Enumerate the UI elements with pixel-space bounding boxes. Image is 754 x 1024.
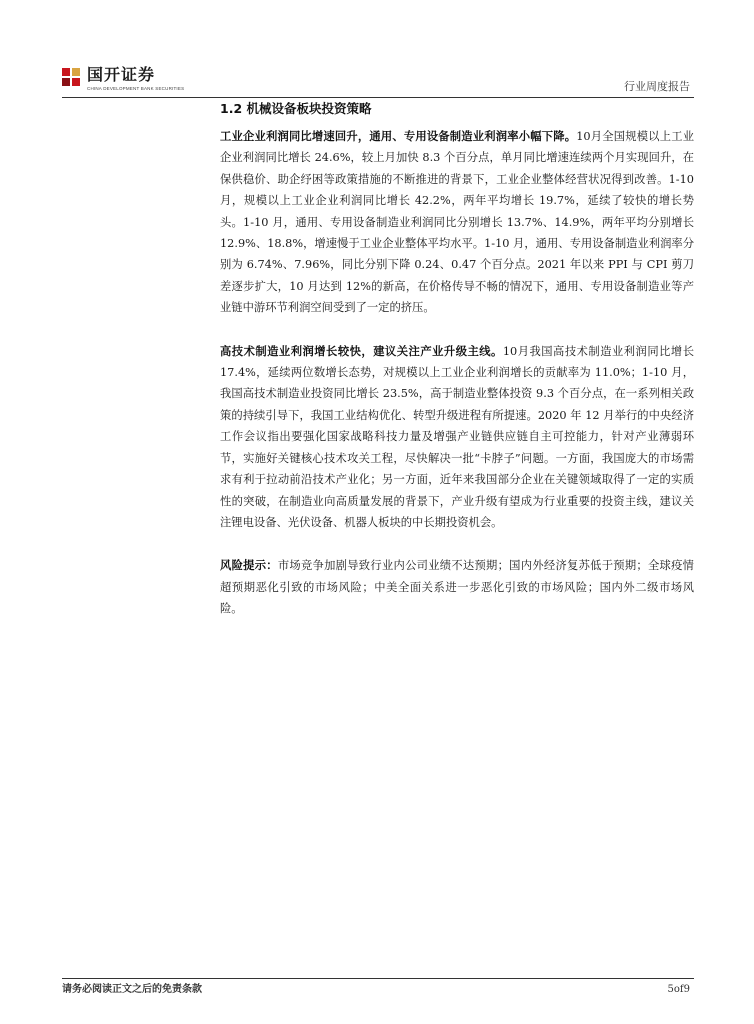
paragraph-body: 10月我国高技术制造业利润同比增长 17.4%，延续两位数增长态势，对规模以上工业企业利润增长的贡献率为 11.0%；1-10 月，我国高技术制造业投资同比增长 23.5%，高于制造业整体投资 9.3 个百分点，在一系列相关政策的持续引导下，我国工业结构优化、转型升级进程有所提速。2020 年 12 月举行的中央经济工作会议指出要强化国家战略科技力量及增强产业链供应链自主可控能力，针对产业薄弱环节，实施好关键核心技术攻关工程，尽快解决一批“卡脖子”问题。一方面，我国庞大的市场需求有利于拉动前沿技术产业化；另一方面，近年来我国部分企业在关键领域取得了一定的实质性的突破，在制造业向高质量发展的背景下，产业升级有望成为行业重要的投资主线，建议关注锂电设备、光伏设备、机器人板块的中长期投资机会。 [220,344,694,529]
paragraph-lead: 风险提示： [220,559,278,573]
paragraph-body: 市场竞争加剧导致行业内公司业绩不达预期；国内外经济复苏低于预期；全球疫情超预期恶化引致的市场风险；中美全面关系进一步恶化引致的市场风险；国内外二级市场风险。 [220,559,694,616]
page-number: 5of9 [667,984,690,995]
report-type: 行业周度报告 [624,80,690,93]
logo-name: 国开证券 [87,65,156,84]
logo-english-name: CHINA DEVELOPMENT BANK SECURITIES [87,86,185,91]
paragraph-lead: 高技术制造业利润增长较快，建议关注产业升级主线。 [220,344,503,358]
footer-disclaimer: 请务必阅读正文之后的免责条款 [62,984,202,995]
paragraph-lead: 工业企业利润同比增速回升，通用、专用设备制造业利润率小幅下降。 [220,130,577,143]
paragraph-high-tech [220,341,694,534]
paragraph-profit-growth [220,126,694,319]
logo-icon [62,68,82,88]
footer-divider [62,978,694,979]
section-title: 1.2 机械设备板块投资策略 [220,101,372,116]
paragraph-risk [220,555,694,619]
page-header [0,0,754,100]
paragraph-body: 10月全国规模以上工业企业利润同比增长 24.6%，较上月加快 8.3 个百分点，单月同比增速连续两个月实现回升，在保供稳价、助企纾困等政策措施的不断推进的背景下，工业企业整体经营状况得到改善。1-10 月，规模以上工业企业利润同比增长 42.2%，两年平均增长 19.7%，延续了较快的增长势头。1-10 月，通用、专用设备制造业利润同比分别增长 13.7%、14.9%，两年平均分别增长 12.9%、18.8%，增速慢于工业企业整体平均水平。1-10 月，通用、专用设备制造业利润率分别为 6.74%、7.96%，同比分别下降 0.24、0.47 个百分点。2021 年以来 PPI 与 CPI 剪刀差逐步扩大，10 月达到 12%的新高，在价格传导不畅的情况下，通用、专用设备制造业等产业链中游环节利润空间受到了一定的挤压。 [220,130,694,315]
main-content [220,98,694,642]
